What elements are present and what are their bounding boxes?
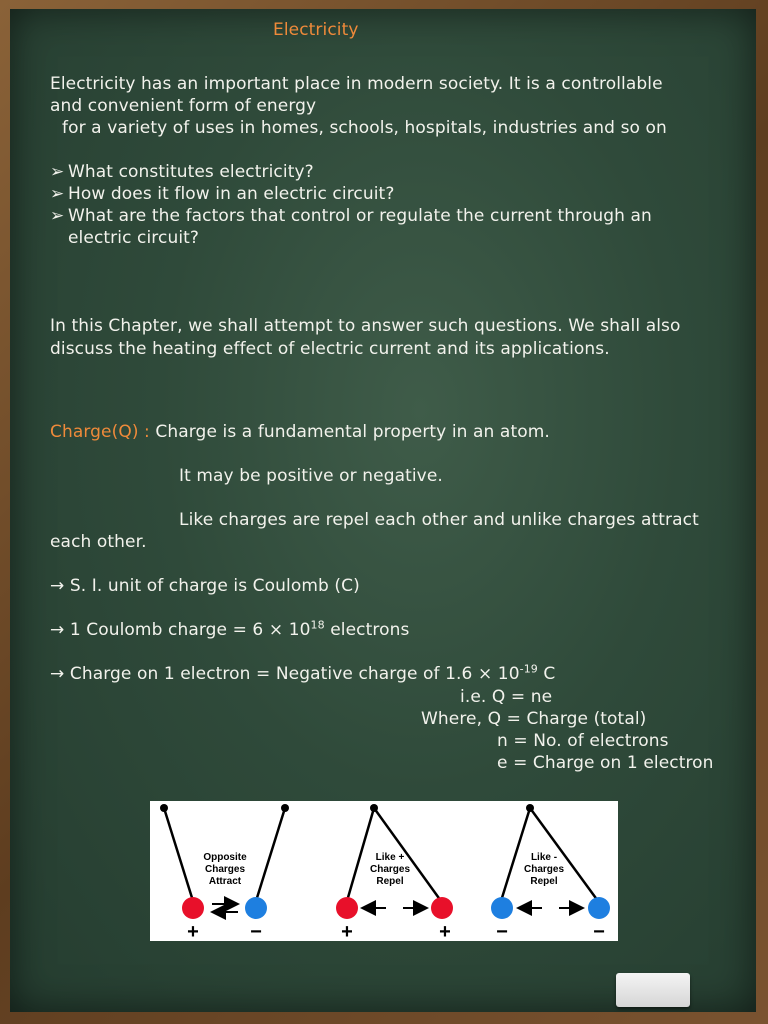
- coulomb-exponent: 18: [310, 618, 325, 632]
- coulomb-fact: [50, 619, 409, 641]
- positive-charge: [182, 897, 204, 919]
- panel3-label-2: Charges: [523, 864, 565, 875]
- intro-line-3: for a variety of uses in homes, schools, hospitals, industries and so on: [62, 118, 667, 138]
- question-3-text: What are the factors that control or regulate the current through an: [68, 206, 652, 226]
- panel-like-positive-repel: [336, 804, 453, 941]
- intro-line-1: Electricity has an important place in modern society. It is a controllable: [50, 74, 663, 94]
- positive-charge: [336, 897, 358, 919]
- electron-base: → Charge on 1 electron = Negative charge of 1.6 × 10: [50, 664, 520, 684]
- arrow-bullet-icon: ➢: [50, 206, 65, 226]
- coulomb-tail: electrons: [324, 620, 410, 640]
- thread: [256, 808, 285, 901]
- plus-sign: +: [439, 921, 451, 941]
- charges-diagram: [150, 801, 618, 941]
- minus-sign: −: [250, 921, 262, 941]
- electron-tail: C: [537, 664, 556, 684]
- question-1: [50, 161, 314, 183]
- minus-sign: −: [593, 921, 605, 941]
- arrow-bullet-icon: ➢: [50, 162, 65, 182]
- panel1-label-2: Charges: [204, 864, 246, 875]
- chapter-line-2: discuss the heating effect of electric current and its applications.: [50, 339, 610, 359]
- panel3-label-3: Repel: [530, 876, 558, 887]
- negative-charge: [491, 897, 513, 919]
- si-unit-fact: → S. I. unit of charge is Coulomb (C): [50, 576, 360, 596]
- panel-opposite-attract: [160, 804, 289, 941]
- charge-def-text: Charge is a fundamental property in an atom.: [155, 422, 550, 442]
- negative-charge: [588, 897, 610, 919]
- charges-diagram-svg: [150, 801, 618, 941]
- panel2-label-2: Charges: [369, 864, 411, 875]
- formula-ie: i.e. Q = ne: [460, 687, 553, 707]
- page-title: Electricity: [273, 20, 359, 40]
- question-1-text: What constitutes electricity?: [68, 162, 314, 182]
- charge-definition: [50, 421, 550, 443]
- electron-fact: [50, 663, 555, 685]
- panel1-label-1: Opposite: [203, 852, 247, 863]
- question-2-text: How does it flow in an electric circuit?: [68, 184, 395, 204]
- formula-n: n = No. of electrons: [497, 731, 669, 751]
- plus-sign: +: [341, 921, 353, 941]
- thread: [347, 808, 374, 901]
- panel3-label-1: Like -: [530, 852, 558, 863]
- thread: [501, 808, 530, 901]
- panel2-label-3: Repel: [376, 876, 404, 887]
- question-3-cont: electric circuit?: [68, 228, 200, 248]
- panel1-label-3: Attract: [208, 876, 242, 887]
- thread: [164, 808, 193, 901]
- panel-like-negative-repel: [491, 804, 610, 941]
- arrow-bullet-icon: ➢: [50, 184, 65, 204]
- formula-e: e = Charge on 1 electron: [497, 753, 714, 773]
- intro-line-2: and convenient form of energy: [50, 96, 317, 116]
- electron-exponent: -19: [519, 662, 538, 676]
- charge-label: Charge(Q) :: [50, 422, 150, 442]
- charge-sign: It may be positive or negative.: [179, 466, 443, 486]
- formula-where: Where, Q = Charge (total): [421, 709, 647, 729]
- question-2: [50, 183, 394, 205]
- panel2-label-1: Like +: [375, 852, 405, 863]
- coulomb-base: → 1 Coulomb charge = 6 × 10: [50, 620, 311, 640]
- negative-charge: [245, 897, 267, 919]
- like-charges-line-1: Like charges are repel each other and unlike charges attract: [179, 510, 699, 530]
- question-3: [50, 205, 652, 227]
- minus-sign: −: [496, 921, 508, 941]
- plus-sign: +: [187, 921, 199, 941]
- positive-charge: [431, 897, 453, 919]
- like-charges-line-2: each other.: [50, 532, 147, 552]
- chapter-line-1: In this Chapter, we shall attempt to answer such questions. We shall also: [50, 316, 681, 336]
- chalk-eraser[interactable]: [616, 973, 690, 1007]
